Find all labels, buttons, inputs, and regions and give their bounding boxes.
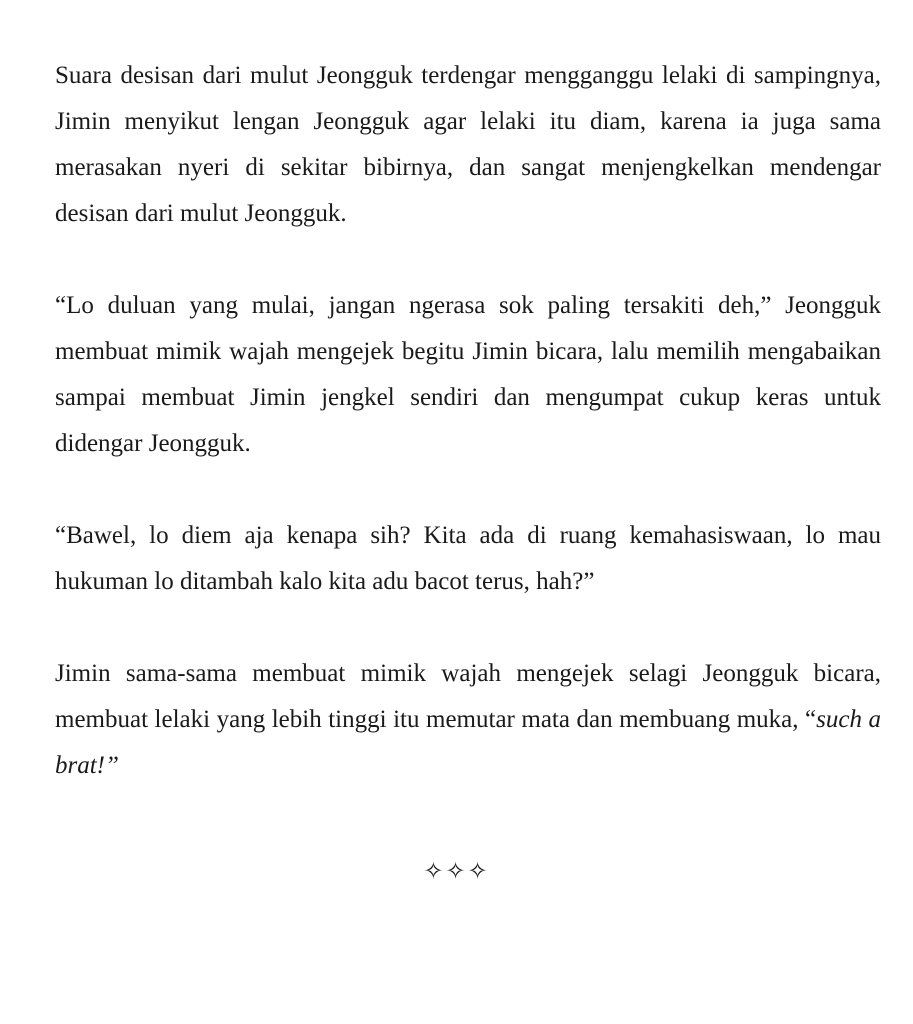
section-separator-icon: ✧✧✧ bbox=[423, 857, 490, 885]
open-quote: “ bbox=[805, 706, 817, 733]
paragraph-1: Suara desisan dari mulut Jeongguk terdengar mengganggu lelaki di sampingnya, Jimin menyikut lengan Jeongguk agar lelaki itu diam, karena ia juga sama merasakan nyeri di sekitar bibirnya, dan sangat menjengkelkan mendengar desisan dari mulut Jeongguk. bbox=[55, 62, 881, 227]
paragraph-4 bbox=[55, 651, 881, 789]
paragraph-2: “Lo duluan yang mulai, jangan ngerasa sok paling tersakiti deh,” Jeongguk membuat mimik wajah mengejek begitu Jimin bicara, lalu memilih mengabaikan sampai membuat Jimin jengkel sendiri dan mengumpat cukup keras untuk didengar Jeongguk. bbox=[55, 292, 881, 457]
story-text bbox=[55, 53, 881, 789]
paragraph-3: “Bawel, lo diem aja kenapa sih? Kita ada di ruang kemahasiswaan, lo mau hukuman lo ditambah kalo kita adu bacot terus, hah?” bbox=[55, 522, 881, 595]
italic-quote: such a brat!” bbox=[55, 706, 881, 779]
paragraph-4-text: Jimin sama-sama membuat mimik wajah mengejek selagi Jeongguk bicara, membuat lelaki yang lebih tinggi itu memutar mata dan membuang muka, bbox=[55, 660, 881, 733]
